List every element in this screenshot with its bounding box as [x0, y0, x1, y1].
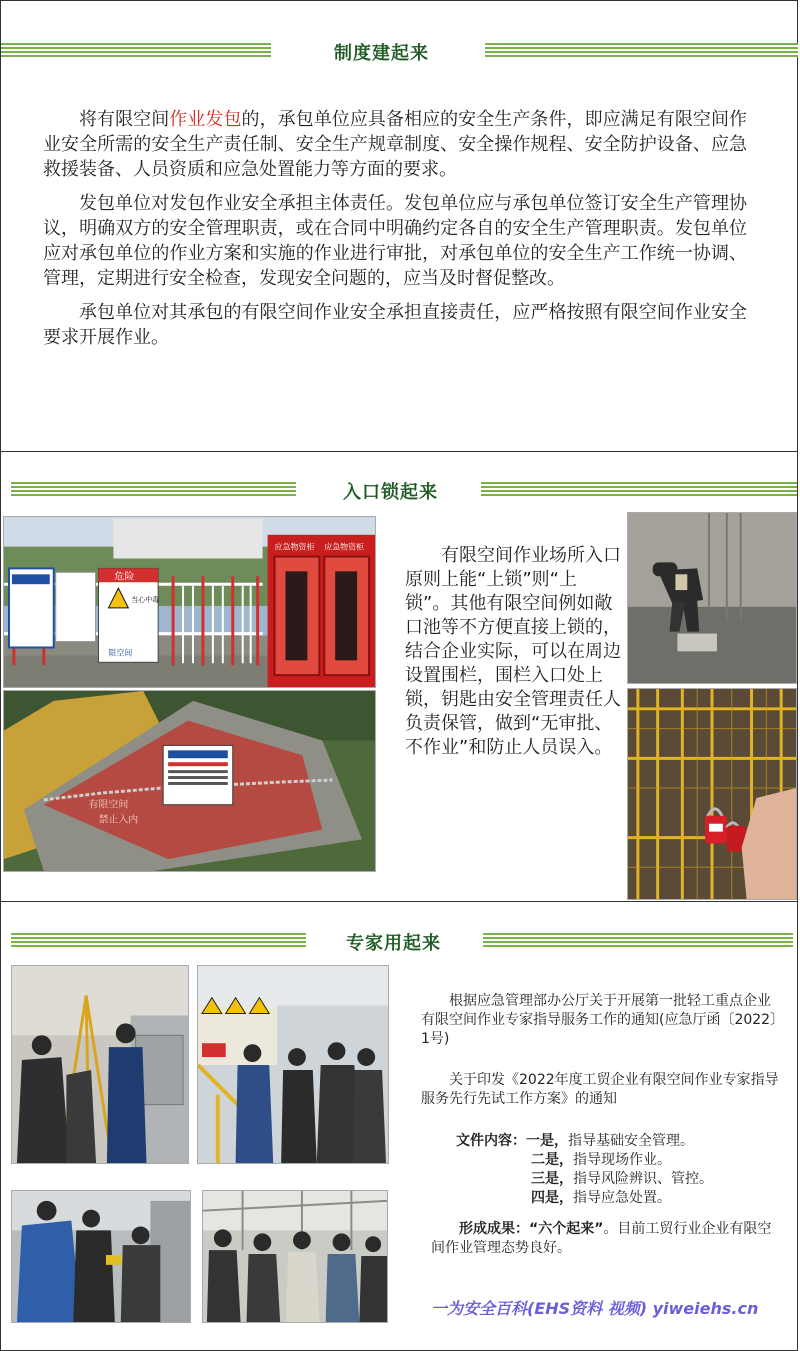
cover-text-2: 禁止入内 [98, 814, 139, 826]
header-stripe-right [485, 43, 798, 57]
document-content: 文件内容：一是，指导基础安全管理。 二是，指导现场作业。 三是，指导风险辨识、管控。 四是，指导应急处置。 [456, 1133, 713, 1206]
paragraph-1: 将有限空间作业发包的，承包单位应具备相应的安全生产条件，即应满足有限空间作业安全所需的安全生产责任制、安全生产规章制度、安全操作规程、安全防护设备、应急救援装备、人员资质和应急处置能力等方面的要求。 [43, 109, 748, 180]
paragraph-2: 发包单位对发包作业安全承担主体责任。发包单位应与承包单位签订安全生产管理协议，明确双方的安全管理职责，或在合同中明确约定各自的安全生产管理职责。发包单位应对承包单位的作业方案和实施的作业进行审批，对承包单位的安全生产工作统一协调、管理，定期进行安全检查，发现安全问题的，应当及时督促整改。 [43, 193, 747, 289]
photo-inspection-pit [627, 512, 797, 684]
section-header [1, 478, 797, 508]
photo-fence-cabinet [3, 516, 376, 688]
result-highlight: “六个起来” [529, 1221, 604, 1237]
section-expert-panel [0, 901, 798, 1351]
entrance-paragraph: 有限空间作业场所入口原则上能“上锁”则“上锁”。其他有限空间例如敞口池等不方便直接上锁的，结合企业实际，可以在周边设置围栏，围栏入口处上锁，钥匙由安全管理责任人负责保管，做到“无审批、不作业”和防止人员误入。 [405, 545, 621, 758]
cabinet-label-left: 应急物资柜 [274, 542, 315, 552]
photo-expert-site [197, 965, 389, 1164]
sign-danger: 危险 [114, 571, 135, 583]
doc-content-label: 文件内容： [456, 1133, 526, 1149]
header-stripe-right [481, 482, 797, 496]
header-stripe-left [11, 482, 296, 496]
watermark-text: 一为安全百科(EHS资料 视频) yiweiehs.cn [431, 1299, 759, 1318]
photo-locked-cover [3, 690, 376, 872]
paragraph-3: 承包单位对其承包的有限空间作业安全承担直接责任，应严格按照有限空间作业安全要求开展作业。 [43, 302, 747, 348]
section-title: 专家用起来 [346, 933, 441, 954]
section-title: 制度建起来 [334, 43, 429, 64]
photo-expert-tripod [11, 965, 189, 1164]
cover-text-1: 有限空间 [88, 799, 129, 811]
section-header [1, 39, 797, 69]
sign-poison: 当心中毒 [131, 596, 160, 604]
notice-2: 关于印发《2022年度工贸企业有限空间作业专家指导服务先行先试工作方案》的通知 [421, 1072, 779, 1107]
section-header [1, 929, 797, 959]
photo-fence-padlock [627, 688, 797, 900]
cabinet-label-right: 应急物资柜 [324, 542, 365, 552]
section-title: 入口锁起来 [343, 482, 438, 503]
header-stripe-left [11, 933, 306, 947]
section-body [43, 107, 747, 359]
section-system-panel [0, 0, 798, 452]
sign-space: 限空间 [108, 648, 133, 658]
header-stripe-right [483, 933, 793, 947]
notice-1: 根据应急管理部办公厅关于开展第一批轻工重点企业有限空间作业专家指导服务工作的通知(应急厅函〔2022〕1号) [421, 993, 778, 1047]
photo-expert-device [11, 1190, 191, 1323]
photo-expert-workshop [202, 1190, 388, 1323]
result-block: 形成成果：“六个起来”。目前工贸行业企业有限空间作业管理态势良好。 [431, 1221, 772, 1256]
section-entrance-panel [0, 451, 798, 902]
highlight-text: 作业发包 [169, 109, 242, 130]
section-body [405, 544, 621, 760]
header-stripe-left [1, 43, 271, 57]
result-label: 形成成果： [459, 1221, 529, 1237]
